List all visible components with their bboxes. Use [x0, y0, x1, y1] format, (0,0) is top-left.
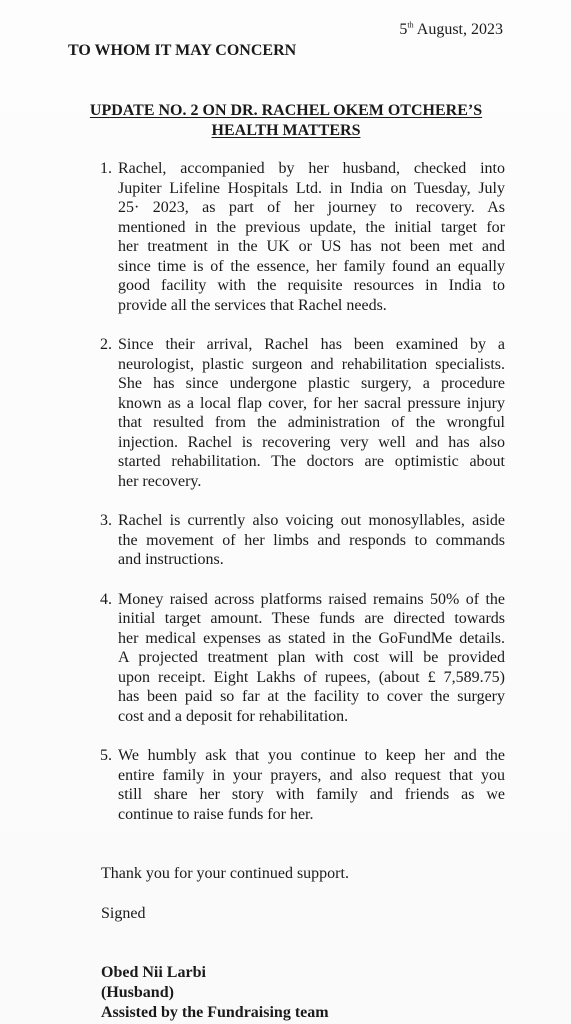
list-item-text	[118, 335, 505, 491]
text-line: and instructions.	[118, 551, 224, 568]
text-line: neurologist, plastic surgeon and rehabilitation specialists.	[118, 355, 505, 373]
text-line: her medical expenses as stated in the GoFundMe details.	[118, 629, 505, 647]
text-line: the movement of her limbs and responds to commands	[118, 531, 505, 549]
text-line: cost and a deposit for rehabilitation.	[118, 707, 349, 725]
text-line: known as a local flap cover, for her sacral pressure injury	[118, 394, 505, 412]
text-line: that resulted from the administration of the wrongful	[118, 414, 505, 431]
text-line: A projected treatment plan with cost will be provided	[118, 649, 505, 666]
text-line: entire family in your prayers, and also request that you	[118, 766, 505, 784]
text-line: Money raised across platforms raised remains 50% of the	[118, 590, 505, 608]
list-item	[100, 511, 505, 570]
text-line: initial target amount. These funds are directed towards	[118, 610, 505, 627]
text-line: Jupiter Lifeline Hospitals Ltd. in India on Tuesday, July	[118, 179, 505, 197]
list-item-number: 5.	[100, 747, 112, 764]
text-line: has been paid so far at the facility to cover the surgery	[118, 688, 505, 705]
text-line: injection. Rachel is recovering very well and has also	[118, 433, 505, 451]
list-item-number: 4.	[100, 590, 112, 608]
text-line: mentioned in the previous update, the initial target for	[118, 218, 505, 236]
numbered-list	[100, 159, 505, 844]
letter-date	[399, 20, 503, 40]
list-item-number: 2.	[100, 336, 112, 353]
text-line: her treatment in the UK or US has not been met and	[118, 238, 505, 255]
letter-title	[60, 101, 512, 141]
date-day: 5	[399, 21, 408, 38]
text-line: upon receipt. Eight Lakhs of rupees, (about £ 7,589.75)	[118, 668, 505, 686]
list-item-number: 1.	[100, 160, 112, 177]
date-suffix: th	[407, 20, 414, 30]
text-line: Rachel, accompanied by her husband, checked into	[118, 160, 505, 177]
text-line: 25· 2023, as part of her journey to recovery. As	[118, 199, 505, 216]
text-line: her recovery.	[118, 472, 202, 490]
salutation: TO WHOM IT MAY CONCERN	[68, 42, 297, 59]
list-item-text	[118, 746, 505, 824]
signatory-role: (Husband)	[101, 984, 174, 1001]
closing-thanks: Thank you for your continued support.	[101, 865, 349, 882]
text-line: started rehabilitation. The doctors are optimistic about	[118, 453, 505, 470]
text-line: since time is of the essence, her family found an equally	[118, 257, 505, 275]
list-item	[100, 335, 505, 491]
date-rest: August, 2023	[413, 21, 503, 38]
text-line: continue to raise funds for her.	[118, 805, 314, 823]
list-item	[100, 159, 505, 315]
list-item	[100, 590, 505, 727]
signatory-name: Obed Nii Larbi	[101, 964, 206, 981]
signature-block	[101, 963, 329, 1023]
list-item-text	[118, 511, 505, 570]
text-line: Rachel is currently also voicing out monosyllables, aside	[118, 512, 505, 529]
list-item-text	[118, 159, 505, 315]
title-line-2: HEALTH MATTERS	[211, 122, 361, 139]
text-line: still share her story with family and friends as we	[118, 786, 505, 803]
text-line: We humbly ask that you continue to keep her and the	[118, 747, 505, 764]
text-line: Since their arrival, Rachel has been examined by a	[118, 336, 505, 353]
text-line: provide all the services that Rachel needs.	[118, 296, 387, 314]
list-item-text	[118, 590, 505, 727]
title-line-1: UPDATE NO. 2 ON DR. RACHEL OKEM OTCHERE’S	[89, 102, 483, 119]
text-line: She has since undergone plastic surgery, a procedure	[118, 375, 505, 392]
text-line: good facility with the requisite resources in India to	[118, 277, 505, 294]
assisted-by: Assisted by the Fundraising team	[101, 1004, 329, 1021]
signed-label: Signed	[101, 905, 146, 922]
list-item	[100, 746, 505, 824]
list-item-number: 3.	[100, 512, 112, 529]
